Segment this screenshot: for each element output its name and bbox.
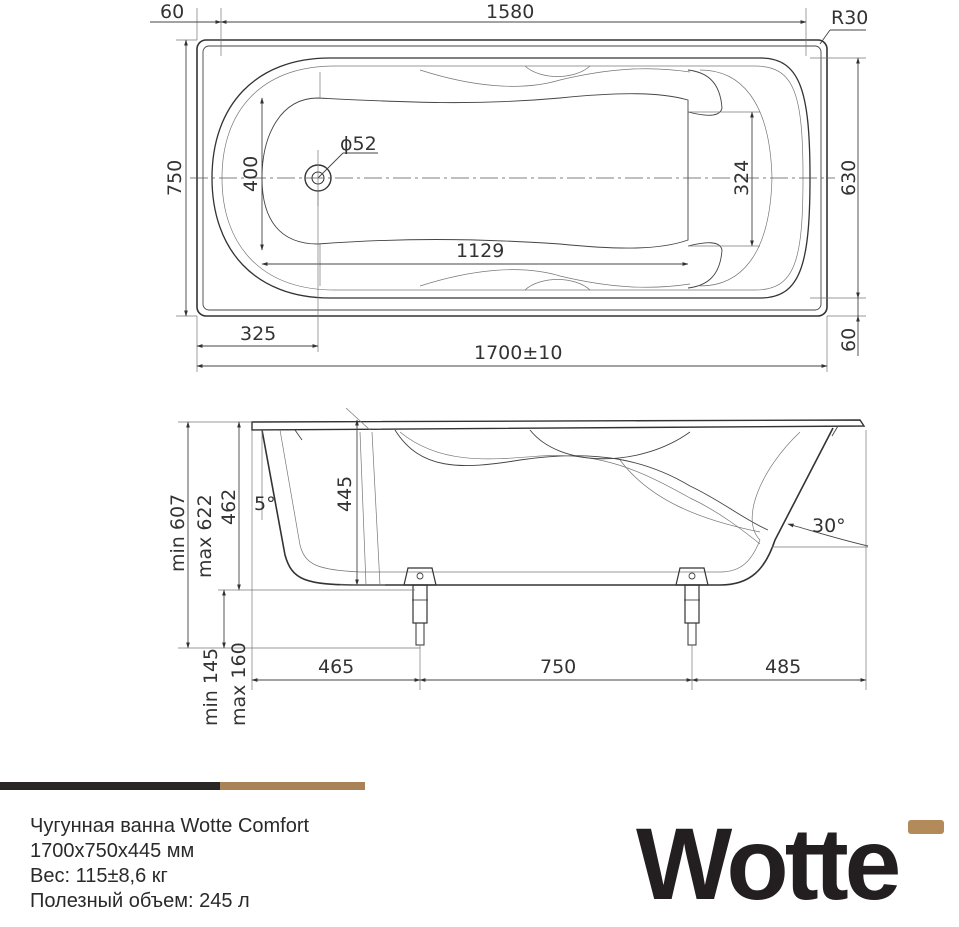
- dim-angle5: 5°: [254, 493, 276, 515]
- accent-bar-dark: [0, 782, 220, 790]
- dim-1129: 1129: [456, 240, 505, 262]
- dim-r30: R30: [831, 7, 869, 29]
- logo-text: Wotte: [636, 807, 898, 906]
- side-view: [167, 408, 868, 726]
- dim-max622: max 622: [194, 494, 216, 578]
- dim-462: 462: [218, 488, 240, 525]
- accent-bar-gold: [220, 782, 365, 790]
- dim-485: 485: [765, 656, 802, 678]
- dim-phi52: ϕ52: [340, 133, 377, 155]
- leg-left: [404, 568, 436, 645]
- logo-accent-bar: [908, 820, 944, 834]
- dim-angle30: 30°: [812, 515, 846, 537]
- dim-max160: max 160: [228, 642, 250, 726]
- dim-1700: 1700±10: [474, 342, 563, 364]
- product-weight: Вес: 115±8,6 кг: [30, 865, 168, 887]
- dim-400: 400: [240, 155, 262, 192]
- dim-324: 324: [731, 159, 753, 196]
- dim-325: 325: [240, 323, 277, 345]
- dim-60-left: 60: [160, 1, 185, 23]
- dim-445: 445: [334, 475, 356, 512]
- product-volume: Полезный объем: 245 л: [30, 890, 250, 912]
- dim-min607: min 607: [167, 493, 189, 572]
- bath-side-rim: [252, 420, 864, 430]
- dim-750-vertical: 750: [164, 159, 186, 196]
- dim-630: 630: [838, 159, 860, 196]
- dim-1580: 1580: [486, 1, 535, 23]
- dim-60-right: 60: [838, 327, 860, 352]
- dim-750-horizontal: 750: [540, 656, 577, 678]
- product-info: [30, 814, 309, 914]
- top-view: [150, 1, 868, 372]
- wotte-logo: [636, 806, 956, 906]
- dim-465: 465: [318, 656, 355, 678]
- leg-right: [676, 568, 708, 645]
- product-name: Чугунная ванна Wotte Comfort: [30, 815, 310, 837]
- product-size: 1700x750x445 мм: [30, 840, 195, 862]
- dim-min145: min 145: [200, 647, 222, 726]
- bath-bottom-outline: [262, 94, 688, 248]
